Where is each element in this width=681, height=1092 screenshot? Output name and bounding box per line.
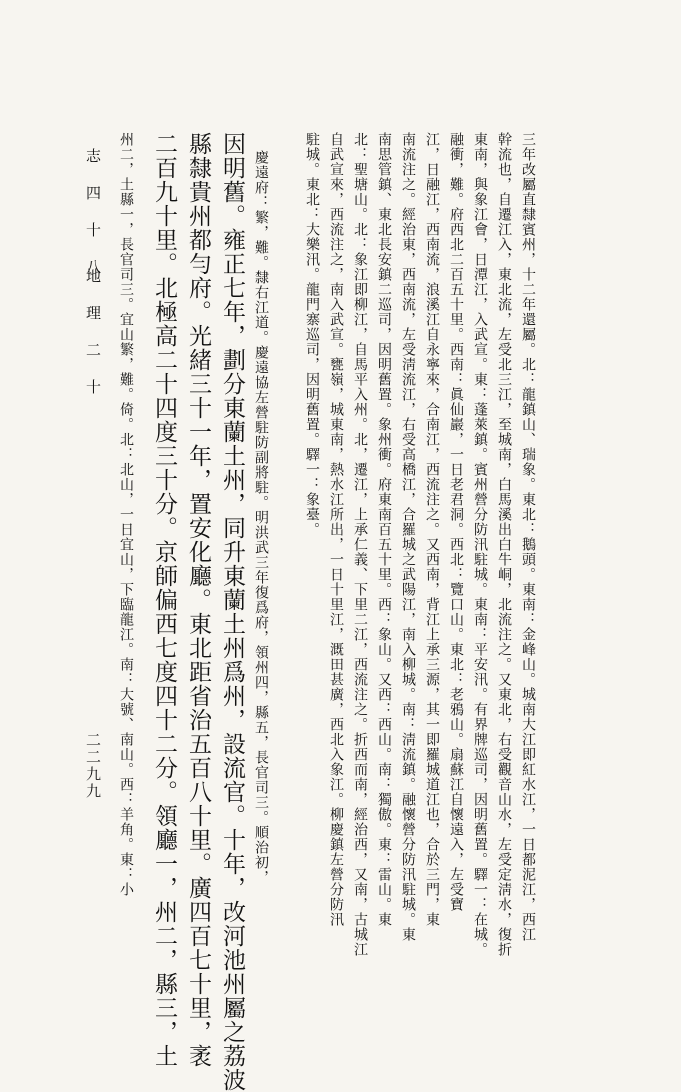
text-column-7: 南思管鎮、東北長安鎮二巡司，因明舊置。象州衝。府東南百五十里。西：象山。又西：西山。南：獨傲。東：雷山。東 — [376, 132, 392, 927]
text-column-11: 慶遠府：繁，難。隸右江道。慶遠協左營駐防副將駐。明洪武三年復爲府，領州四，縣五，長官司三。順治初， — [253, 150, 269, 885]
page-number: 二二九九 — [84, 732, 102, 800]
text-column-15: 州二，土縣一，長官司三。宜山繁，難。倚。北：北山，一日宜山，下臨龍江。南：大號、南山。西：羊角。東：小 — [118, 132, 134, 897]
text-column-9: 自武宣來，西流注之，南入武宣。甕嶺，城東南，熱水江所出，一日十里江，溉田甚廣，西北入象江。柳慶鎮左營分防汛 — [328, 132, 344, 927]
text-column-8: 北：聖塘山。北：象江即柳江，自馬平入州。北，遷江，上承仁義、下里二江，西流注之。折西而南，經治西，又南，古城江 — [352, 132, 368, 957]
section-label: 地 理 二 十 — [84, 268, 102, 396]
text-column-3: 東南，與象江會，日潭江，入武宣。東：蓬萊鎮。賓州營分防汛駐城。東南：平安汛。有界牌巡司，因明舊置。驛一：在城。 — [472, 132, 488, 957]
text-column-1: 三年改屬直隸賓州，十二年還屬。北：龍鎮山、瑞象。東北：鵝頭。東南：金峰山。城南大江即紅水江，一日都泥江，西江 — [520, 132, 536, 942]
text-column-10: 駐城。東北：大樂汛。龍門寨巡司，因明舊置。驛一：象臺。 — [304, 132, 320, 537]
text-column-6: 南流注之。經治東，西南流，左受淸流江，右受高橋江，合羅城之武陽江，南入柳城。南：淸流鎮。融懷營分防汛駐城。東 — [400, 132, 416, 942]
text-column-2: 幹流也，自遷江入，東北流，左受北三江，至城南，白馬溪出白牛峒，北流注之。又東北，右受觀音山水，左受定淸水，復折 — [496, 132, 512, 957]
text-column-4: 融衝，難。府西北二百五十里。西南：眞仙巖，一日老君洞。西北：覽口山。東北：老鴉山。扇蘇江自懷遠入，左受寶 — [448, 132, 464, 912]
text-column-12: 因明舊。雍正七年，劃分東蘭土州，同升東蘭土州爲州，設流官。十年，改河池州屬之荔波 — [219, 132, 245, 1092]
text-column-5: 江，日融江，西南流，浪溪江自永寧來，合南江，西流注之。又西南，背江上承三源，其一即羅城道江也，合於三門，東 — [424, 132, 440, 927]
text-column-14: 二百九十里。北極高二十四度三十分。京師偏西七度四十二分。領廳一，州二，縣三，土 — [151, 132, 177, 1068]
volume-label: 志 四 十 八 — [84, 148, 102, 276]
text-column-13: 縣隸貴州都勻府。光緒三十一年，置安化廳。東北距省治五百八十里。廣四百七十里，袤 — [185, 132, 211, 1068]
